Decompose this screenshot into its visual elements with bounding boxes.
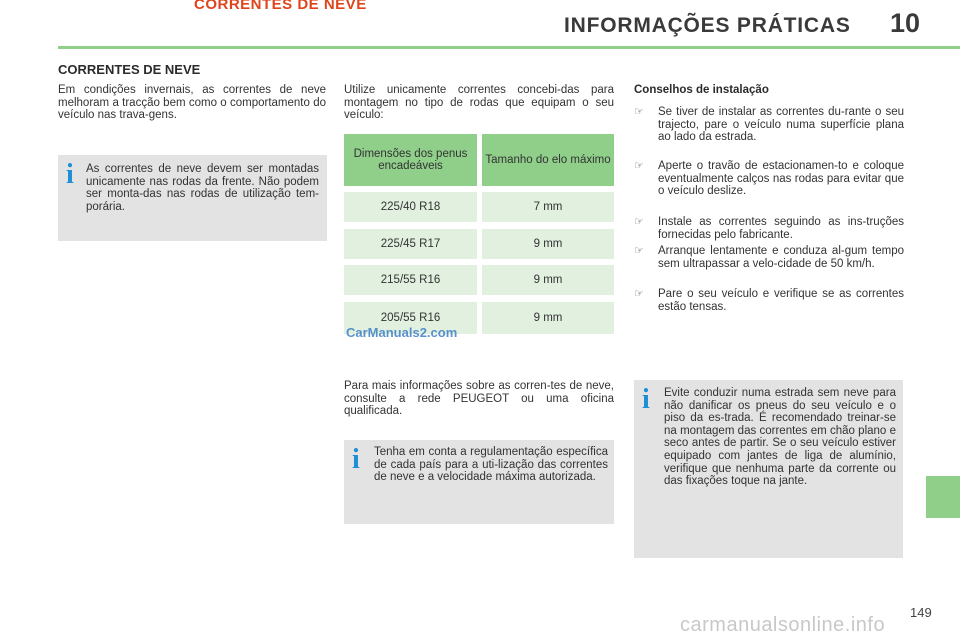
table-cell-link: 9 mm — [482, 302, 614, 334]
table-cell-link: 9 mm — [482, 229, 614, 259]
info-box-road-warning — [634, 380, 903, 558]
table-header-dimensions: Dimensões dos penus encadeáveis — [344, 134, 477, 186]
table-intro: Utilize unicamente correntes concebi-das para montagem no tipo de rodas que equipam o seu veículo: — [344, 84, 614, 122]
intro-paragraph: Em condições invernais, as correntes de neve melhoram a tracção bem como o comportamento do veículo nas trava-gens. — [58, 84, 326, 122]
info-box-text: Evite conduzir numa estrada sem neve para não danificar os pneus do seu veículo e o piso da es-trada. É recomendado treinar-se na montagem das correntes em chão plano e seco antes de partir. Se o seu veículo estiver equipado com jantes de liga de alumínio, verifique que nenhuma parte da corrente ou das fixações toque na jante. — [664, 387, 896, 488]
table-cell-tyre: 215/55 R16 — [344, 265, 477, 295]
pointing-hand-icon: ☞ — [634, 288, 644, 300]
pointing-hand-icon: ☞ — [634, 160, 644, 172]
installation-title: Conselhos de instalação — [634, 84, 769, 96]
info-box-regulations — [344, 440, 614, 524]
pointing-hand-icon: ☞ — [634, 245, 644, 257]
page-title: INFORMAÇÕES PRÁTICAS — [564, 14, 851, 37]
page-number: 149 — [910, 605, 932, 620]
list-item-text: Se tiver de instalar as correntes du-rante o seu trajecto, pare o veículo numa superfície plana ao lado da estrada. — [658, 106, 904, 144]
section-title: CORRENTES DE NEVE — [58, 62, 201, 77]
list-item-text: Aperte o travão de estacionamen-to e coloque eventualmente calços nas rodas para evitar que o veículo deslize. — [658, 160, 904, 198]
chapter-side-tab — [926, 476, 960, 518]
table-cell-link: 7 mm — [482, 192, 614, 222]
header-divider — [58, 46, 960, 49]
pointing-hand-icon: ☞ — [634, 106, 644, 118]
info-box-text: Tenha em conta a regulamentação específica de cada país para a uti-lização das correntes de neve e a velocidade máxima autorizada. — [374, 446, 608, 484]
table-header-link-size: Tamanho do elo máximo — [482, 134, 614, 186]
table-cell-tyre: 225/40 R18 — [344, 192, 477, 222]
info-box-front-wheels — [58, 155, 327, 241]
watermark-bottom: carmanualsonline.info — [680, 614, 886, 636]
pointing-hand-icon: ☞ — [634, 216, 644, 228]
table-cell-link: 9 mm — [482, 265, 614, 295]
top-label: CORRENTES DE NEVE — [194, 0, 367, 13]
info-icon: i — [642, 384, 650, 415]
list-item-text: Instale as correntes seguindo as ins-truções fornecidas pelo fabricante. — [658, 216, 904, 241]
table-cell-tyre: 205/55 R16 — [344, 302, 477, 334]
list-item-text: Arranque lentamente e conduza al-gum tempo sem ultrapassar a velo-cidade de 50 km/h. — [658, 245, 904, 270]
info-box-text: As correntes de neve devem ser montadas unicamente nas rodas da frente. Não podem ser monta-das nas rodas de utilização tem-porária. — [86, 163, 319, 213]
list-item-text: Pare o seu veículo e verifique se as correntes estão tensas. — [658, 288, 904, 313]
watermark-site: CarManuals2.com — [346, 325, 458, 340]
table-cell-tyre: 225/45 R17 — [344, 229, 477, 259]
info-icon: i — [66, 159, 74, 190]
info-icon: i — [352, 444, 360, 475]
more-info-paragraph: Para mais informações sobre as corren-tes de neve, consulte a rede PEUGEOT ou uma oficina qualificada. — [344, 380, 614, 418]
chapter-number: 10 — [890, 8, 921, 38]
